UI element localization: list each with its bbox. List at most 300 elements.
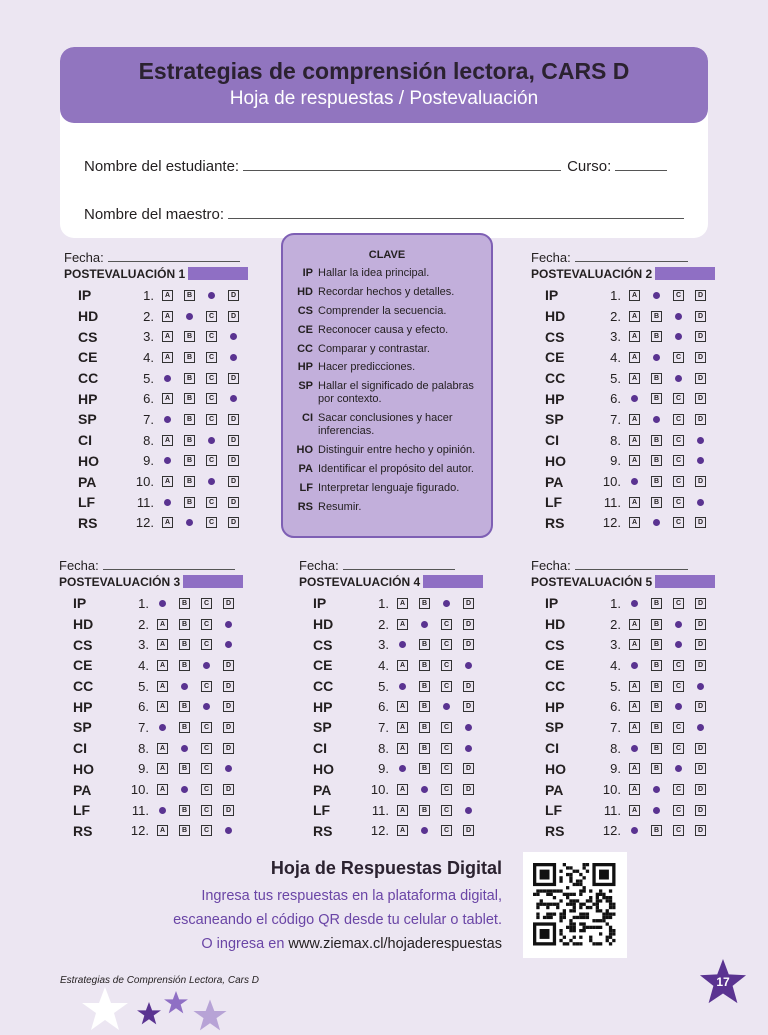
answer-option-box[interactable] [228,455,239,466]
skill-code: IP [78,287,92,304]
selected-option-dot[interactable] [419,825,430,836]
question-number: 3. [610,637,621,653]
answer-option-box[interactable] [441,681,452,692]
answer-option-box[interactable] [695,476,706,487]
selected-option-dot[interactable] [179,784,190,795]
answer-option-box[interactable] [673,455,684,466]
answer-option-box[interactable] [629,517,640,528]
answer-option-box[interactable] [695,598,706,609]
answer-option-box[interactable] [397,598,408,609]
answer-option-box[interactable] [206,311,217,322]
answer-option-box[interactable] [223,701,234,712]
answer-option-box[interactable] [157,660,168,671]
answer-option-box[interactable] [184,476,195,487]
fecha-row [531,558,717,573]
answer-option-box[interactable] [651,701,662,712]
selected-option-dot[interactable] [695,435,706,446]
answer-option-box[interactable] [695,619,706,630]
answer-row [64,409,250,430]
answer-row [531,492,717,513]
answer-option-box[interactable] [184,435,195,446]
answer-option-box[interactable] [201,805,212,816]
question-number: 8. [610,740,621,756]
option-letter: D [463,763,474,774]
answer-option-box[interactable] [695,331,706,342]
selected-option-dot[interactable] [223,639,234,650]
selected-option-dot[interactable] [673,311,684,322]
selected-option-dot[interactable] [463,722,474,733]
answer-option-box[interactable] [695,660,706,671]
selected-option-dot[interactable] [695,681,706,692]
selected-option-dot[interactable] [629,743,640,754]
postevaluacion-title [64,266,250,281]
answer-option-box[interactable] [463,598,474,609]
selected-option-dot[interactable] [179,743,190,754]
digital-url-link[interactable]: www.ziemax.cl/hojaderespuestas [288,936,502,952]
answer-option-box[interactable] [162,311,173,322]
answer-option-box[interactable] [223,722,234,733]
answer-option-box[interactable] [651,639,662,650]
answer-option-box[interactable] [651,393,662,404]
answer-option-box[interactable] [629,619,640,630]
answer-option-box[interactable] [695,805,706,816]
answer-option-box[interactable] [206,331,217,342]
answer-option-box[interactable] [673,722,684,733]
answer-option-box[interactable] [695,701,706,712]
filled-dot-icon [421,621,428,628]
answer-option-box[interactable] [695,743,706,754]
selected-option-dot[interactable] [673,619,684,630]
selected-option-dot[interactable] [157,805,168,816]
answer-option-box[interactable] [228,497,239,508]
selected-option-dot[interactable] [441,598,452,609]
answer-option-box[interactable] [206,455,217,466]
selected-option-dot[interactable] [673,639,684,650]
answer-option-box[interactable] [651,455,662,466]
answer-option-box[interactable] [441,639,452,650]
answer-option-box[interactable] [397,660,408,671]
fecha-line[interactable] [103,568,235,570]
answer-option-box[interactable] [651,598,662,609]
answer-option-box[interactable] [629,784,640,795]
answer-option-box[interactable] [228,311,239,322]
answer-option-box[interactable] [223,681,234,692]
option-letter: A [162,352,173,363]
selected-option-dot[interactable] [397,639,408,650]
answer-option-box[interactable] [651,435,662,446]
answer-option-box[interactable] [629,352,640,363]
answer-option-box[interactable] [157,743,168,754]
answer-option-box[interactable] [695,311,706,322]
answer-option-box[interactable] [184,414,195,425]
answer-option-box[interactable] [157,784,168,795]
selected-option-dot[interactable] [419,784,430,795]
postevaluacion-1-block [64,250,250,533]
selected-option-dot[interactable] [206,435,217,446]
question-number: 4. [143,349,154,365]
answer-option-box[interactable] [157,639,168,650]
digital-prefix: O ingresa en [201,936,285,952]
answer-option-box[interactable] [206,352,217,363]
answer-option-box[interactable] [673,681,684,692]
answer-option-box[interactable] [223,805,234,816]
selected-option-dot[interactable] [162,373,173,384]
answer-option-box[interactable] [201,598,212,609]
fecha-line[interactable] [575,260,688,262]
answer-option-box[interactable] [463,763,474,774]
selected-option-dot[interactable] [629,393,640,404]
answer-option-box[interactable] [397,743,408,754]
selected-option-dot[interactable] [673,701,684,712]
answer-option-box[interactable] [397,701,408,712]
option-letter: A [162,290,173,301]
answer-option-box[interactable] [179,825,190,836]
answer-option-box[interactable] [184,393,195,404]
answer-option-box[interactable] [201,784,212,795]
answer-option-box[interactable] [673,660,684,671]
answer-option-box[interactable] [419,639,430,650]
selected-option-dot[interactable] [223,763,234,774]
option-letter: B [651,393,662,404]
answer-option-box[interactable] [629,331,640,342]
selected-option-dot[interactable] [179,681,190,692]
answer-option-box[interactable] [184,352,195,363]
selected-option-dot[interactable] [223,619,234,630]
selected-option-dot[interactable] [397,681,408,692]
selected-option-dot[interactable] [162,497,173,508]
selected-option-dot[interactable] [228,352,239,363]
answer-option-box[interactable] [419,701,430,712]
selected-option-dot[interactable] [463,743,474,754]
selected-option-dot[interactable] [206,290,217,301]
answer-option-box[interactable] [228,435,239,446]
answer-option-box[interactable] [651,722,662,733]
answer-option-box[interactable] [162,517,173,528]
answer-option-box[interactable] [162,393,173,404]
answer-option-box[interactable] [228,476,239,487]
answer-option-box[interactable] [629,311,640,322]
answer-option-box[interactable] [419,763,430,774]
question-number: 10. [370,782,389,798]
filled-dot-icon [208,437,215,444]
answer-option-box[interactable] [441,722,452,733]
answer-row [531,655,717,676]
answer-option-box[interactable] [629,414,640,425]
answer-option-box[interactable] [673,497,684,508]
clave-code: CI [302,412,313,425]
selected-option-dot[interactable] [673,373,684,384]
filled-dot-icon [465,724,472,731]
selected-option-dot[interactable] [184,311,195,322]
answer-row [531,326,717,347]
selected-option-dot[interactable] [162,455,173,466]
answer-option-box[interactable] [179,701,190,712]
clave-title: CLAVE [368,249,406,261]
answer-option-box[interactable] [201,722,212,733]
selected-option-dot[interactable] [629,598,640,609]
answer-option-box[interactable] [157,701,168,712]
clave-code: CS [297,304,313,317]
answer-option-box[interactable] [695,825,706,836]
selected-option-dot[interactable] [629,660,640,671]
answer-option-box[interactable] [228,290,239,301]
answer-option-box[interactable] [184,373,195,384]
answer-option-box[interactable] [463,639,474,650]
answer-option-box[interactable] [651,476,662,487]
answer-option-box[interactable] [201,619,212,630]
teacher-name-line[interactable] [228,217,684,219]
option-letter: A [629,311,640,322]
answer-option-box[interactable] [419,681,430,692]
question-number: 11. [136,494,154,510]
answer-option-box[interactable] [695,639,706,650]
answer-option-box[interactable] [463,825,474,836]
answer-option-box[interactable] [651,497,662,508]
selected-option-dot[interactable] [629,476,640,487]
answer-option-box[interactable] [651,373,662,384]
answer-option-box[interactable] [419,660,430,671]
answer-option-box[interactable] [651,660,662,671]
answer-option-box[interactable] [157,825,168,836]
answer-option-box[interactable] [441,825,452,836]
selected-option-dot[interactable] [651,414,662,425]
selected-option-dot[interactable] [419,619,430,630]
filled-dot-icon [208,292,215,299]
answer-option-box[interactable] [397,722,408,733]
answer-option-box[interactable] [441,660,452,671]
answer-option-box[interactable] [629,497,640,508]
selected-option-dot[interactable] [184,517,195,528]
answer-option-box[interactable] [463,784,474,795]
answer-option-box[interactable] [223,784,234,795]
answer-row [59,676,245,697]
answer-option-box[interactable] [179,619,190,630]
answer-option-box[interactable] [695,352,706,363]
answer-option-box[interactable] [673,743,684,754]
answer-option-box[interactable] [157,619,168,630]
answer-option-box[interactable] [179,598,190,609]
answer-option-box[interactable] [206,497,217,508]
answer-option-box[interactable] [397,784,408,795]
answer-option-box[interactable] [651,743,662,754]
answer-option-box[interactable] [673,393,684,404]
answer-option-box[interactable] [184,497,195,508]
selected-option-dot[interactable] [463,805,474,816]
answer-option-box[interactable] [162,290,173,301]
selected-option-dot[interactable] [651,352,662,363]
answer-option-box[interactable] [397,805,408,816]
option-letter: A [629,763,640,774]
answer-option-box[interactable] [179,805,190,816]
selected-option-dot[interactable] [223,825,234,836]
answer-option-box[interactable] [441,805,452,816]
selected-option-dot[interactable] [441,701,452,712]
answer-option-box[interactable] [206,414,217,425]
answer-option-box[interactable] [673,825,684,836]
answer-option-box[interactable] [651,311,662,322]
answer-option-box[interactable] [179,722,190,733]
selected-option-dot[interactable] [651,784,662,795]
fecha-line[interactable] [108,260,240,262]
answer-row [59,717,245,738]
answer-option-box[interactable] [184,290,195,301]
answer-row [64,368,250,389]
answer-option-box[interactable] [673,352,684,363]
answer-option-box[interactable] [162,476,173,487]
answer-option-box[interactable] [673,435,684,446]
clave-description: Distinguir entre hecho y opinión. [318,444,476,457]
answer-option-box[interactable] [397,825,408,836]
answer-option-box[interactable] [463,701,474,712]
answer-option-box[interactable] [441,784,452,795]
option-letter: C [441,784,452,795]
answer-option-box[interactable] [463,619,474,630]
filled-dot-icon [164,499,171,506]
answer-row [531,759,717,780]
answer-option-box[interactable] [629,722,640,733]
question-number: 10. [602,474,621,490]
selected-option-dot[interactable] [201,701,212,712]
selected-option-dot[interactable] [162,414,173,425]
selected-option-dot[interactable] [206,476,217,487]
answer-option-box[interactable] [419,743,430,754]
selected-option-dot[interactable] [651,290,662,301]
answer-option-box[interactable] [184,331,195,342]
selected-option-dot[interactable] [651,805,662,816]
answer-option-box[interactable] [162,435,173,446]
answer-option-box[interactable] [629,805,640,816]
answer-option-box[interactable] [673,414,684,425]
answer-option-box[interactable] [206,373,217,384]
answer-option-box[interactable] [651,763,662,774]
answer-option-box[interactable] [184,455,195,466]
answer-option-box[interactable] [179,639,190,650]
option-letter: B [184,393,195,404]
answer-option-box[interactable] [179,660,190,671]
selected-option-dot[interactable] [228,393,239,404]
skill-code: HD [313,616,334,633]
selected-option-dot[interactable] [228,331,239,342]
answer-option-box[interactable] [673,517,684,528]
selected-option-dot[interactable] [397,763,408,774]
answer-option-box[interactable] [201,825,212,836]
answer-option-box[interactable] [441,619,452,630]
answer-option-box[interactable] [629,373,640,384]
answer-option-box[interactable] [629,681,640,692]
answer-option-box[interactable] [162,331,173,342]
option-letter: B [179,763,190,774]
answer-option-box[interactable] [651,825,662,836]
clave-description: Hallar el significado de palabras por contexto. [318,380,474,406]
answer-option-box[interactable] [673,805,684,816]
skill-code: PA [313,781,332,798]
answer-option-box[interactable] [651,681,662,692]
option-letter: D [223,743,234,754]
answer-option-box[interactable] [629,435,640,446]
course-line[interactable] [615,169,667,171]
answer-option-box[interactable] [651,331,662,342]
answer-option-box[interactable] [629,701,640,712]
answer-option-box[interactable] [157,763,168,774]
answer-option-box[interactable] [695,517,706,528]
answer-option-box[interactable] [629,763,640,774]
answer-option-box[interactable] [629,639,640,650]
answer-option-box[interactable] [223,743,234,754]
fecha-line[interactable] [343,568,455,570]
option-letter: D [463,784,474,795]
answer-option-box[interactable] [629,290,640,301]
answer-option-box[interactable] [651,619,662,630]
skill-code: SP [545,719,564,736]
answer-option-box[interactable] [157,681,168,692]
selected-option-dot[interactable] [157,722,168,733]
question-number: 1. [610,287,621,303]
answer-option-box[interactable] [673,598,684,609]
answer-option-box[interactable] [695,414,706,425]
answer-option-box[interactable] [228,414,239,425]
answer-option-box[interactable] [228,517,239,528]
answer-option-box[interactable] [206,393,217,404]
selected-option-dot[interactable] [673,331,684,342]
answer-option-box[interactable] [201,743,212,754]
answer-option-box[interactable] [419,598,430,609]
answer-option-box[interactable] [179,763,190,774]
selected-option-dot[interactable] [463,660,474,671]
answer-option-box[interactable] [695,373,706,384]
answer-option-box[interactable] [441,763,452,774]
selected-option-dot[interactable] [695,722,706,733]
answer-option-box[interactable] [673,290,684,301]
answer-option-box[interactable] [223,660,234,671]
answer-option-box[interactable] [419,805,430,816]
answer-option-box[interactable] [629,455,640,466]
answer-option-box[interactable] [695,763,706,774]
answer-option-box[interactable] [673,476,684,487]
skill-code: CC [73,678,94,695]
question-number: 9. [610,453,621,469]
selected-option-dot[interactable] [695,455,706,466]
qr-code[interactable] [523,852,627,958]
student-name-line[interactable] [243,169,561,171]
selected-option-dot[interactable] [673,763,684,774]
selected-option-dot[interactable] [157,598,168,609]
answer-option-box[interactable] [673,784,684,795]
answer-option-box[interactable] [228,373,239,384]
answer-option-box[interactable] [463,681,474,692]
selected-option-dot[interactable] [651,517,662,528]
answer-option-box[interactable] [201,681,212,692]
option-letter: D [228,414,239,425]
filled-dot-icon [225,827,232,834]
answer-option-box[interactable] [201,639,212,650]
answer-option-box[interactable] [397,619,408,630]
answer-option-box[interactable] [695,393,706,404]
answer-option-box[interactable] [201,763,212,774]
answer-option-box[interactable] [441,743,452,754]
selected-option-dot[interactable] [695,497,706,508]
selected-option-dot[interactable] [201,660,212,671]
selected-option-dot[interactable] [629,825,640,836]
clave-code: HO [296,444,313,457]
answer-option-box[interactable] [695,784,706,795]
answer-option-box[interactable] [206,517,217,528]
option-letter: A [629,701,640,712]
fecha-line[interactable] [575,568,688,570]
answer-option-box[interactable] [695,290,706,301]
answer-option-box[interactable] [419,722,430,733]
answer-option-box[interactable] [223,598,234,609]
answer-option-box[interactable] [162,352,173,363]
